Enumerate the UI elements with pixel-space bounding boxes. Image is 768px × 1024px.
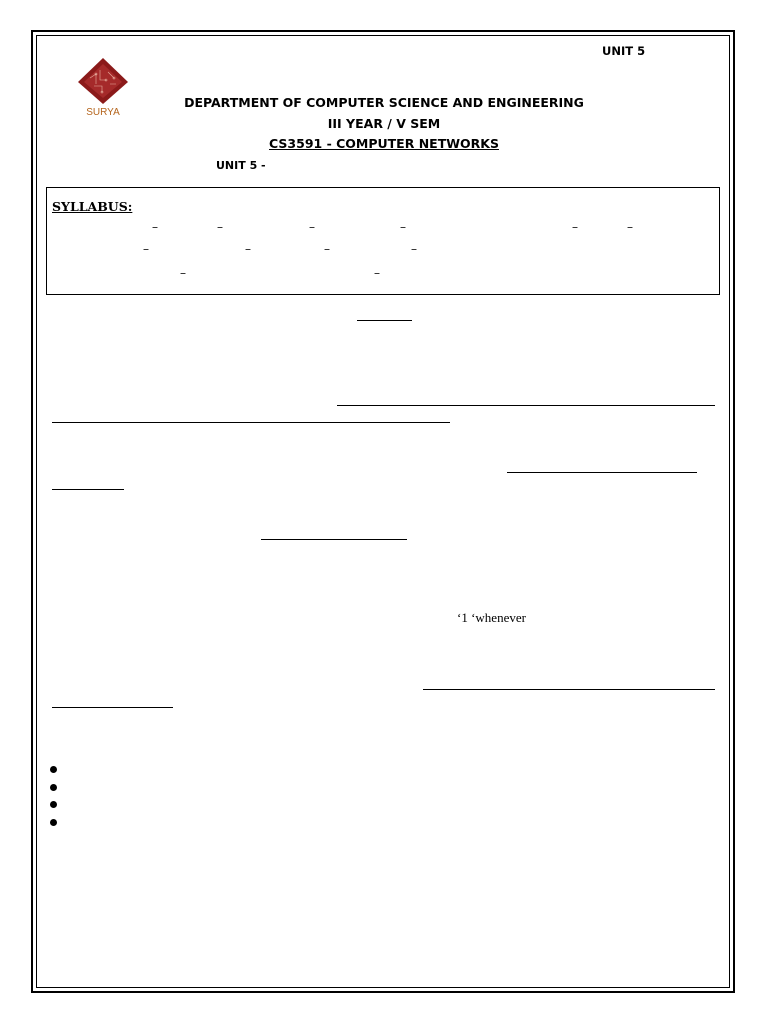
underline-rule xyxy=(261,539,407,540)
heading-underline xyxy=(357,320,412,321)
underline-rule xyxy=(507,472,697,473)
syllabus-dash: – xyxy=(180,266,186,280)
syllabus-dash: – xyxy=(572,220,578,234)
syllabus-dash: – xyxy=(217,220,223,234)
bullet-point xyxy=(50,819,57,826)
syllabus-dash: – xyxy=(152,220,158,234)
bullet-point xyxy=(50,801,57,808)
unit-corner-label: UNIT 5 xyxy=(602,44,646,58)
syllabus-dash: – xyxy=(400,220,406,234)
page-border-inner xyxy=(36,35,730,988)
bullet-point xyxy=(50,784,57,791)
bullet-point xyxy=(50,766,57,773)
syllabus-dash: – xyxy=(245,242,251,256)
course-title: CS3591 - COMPUTER NETWORKS xyxy=(269,136,499,151)
body-fragment-text: ‘1 ‘whenever xyxy=(457,610,526,625)
underline-rule xyxy=(337,405,715,406)
underline-rule xyxy=(52,489,124,490)
syllabus-dash: – xyxy=(324,242,330,256)
underline-rule xyxy=(52,707,173,708)
syllabus-box xyxy=(46,187,720,295)
department-title: DEPARTMENT OF COMPUTER SCIENCE AND ENGINEERING xyxy=(184,95,584,110)
underline-rule xyxy=(423,689,715,690)
year-semester: III YEAR / V SEM xyxy=(327,116,441,131)
underline-rule xyxy=(52,422,450,423)
syllabus-dash: – xyxy=(309,220,315,234)
syllabus-dash: – xyxy=(627,220,633,234)
syllabus-dash: – xyxy=(411,242,417,256)
logo-text: SURYA xyxy=(86,107,120,118)
syllabus-title: SYLLABUS: xyxy=(52,199,133,214)
syllabus-dash: – xyxy=(374,266,380,280)
syllabus-dash: – xyxy=(143,242,149,256)
unit-subtitle: UNIT 5 - xyxy=(216,159,266,172)
